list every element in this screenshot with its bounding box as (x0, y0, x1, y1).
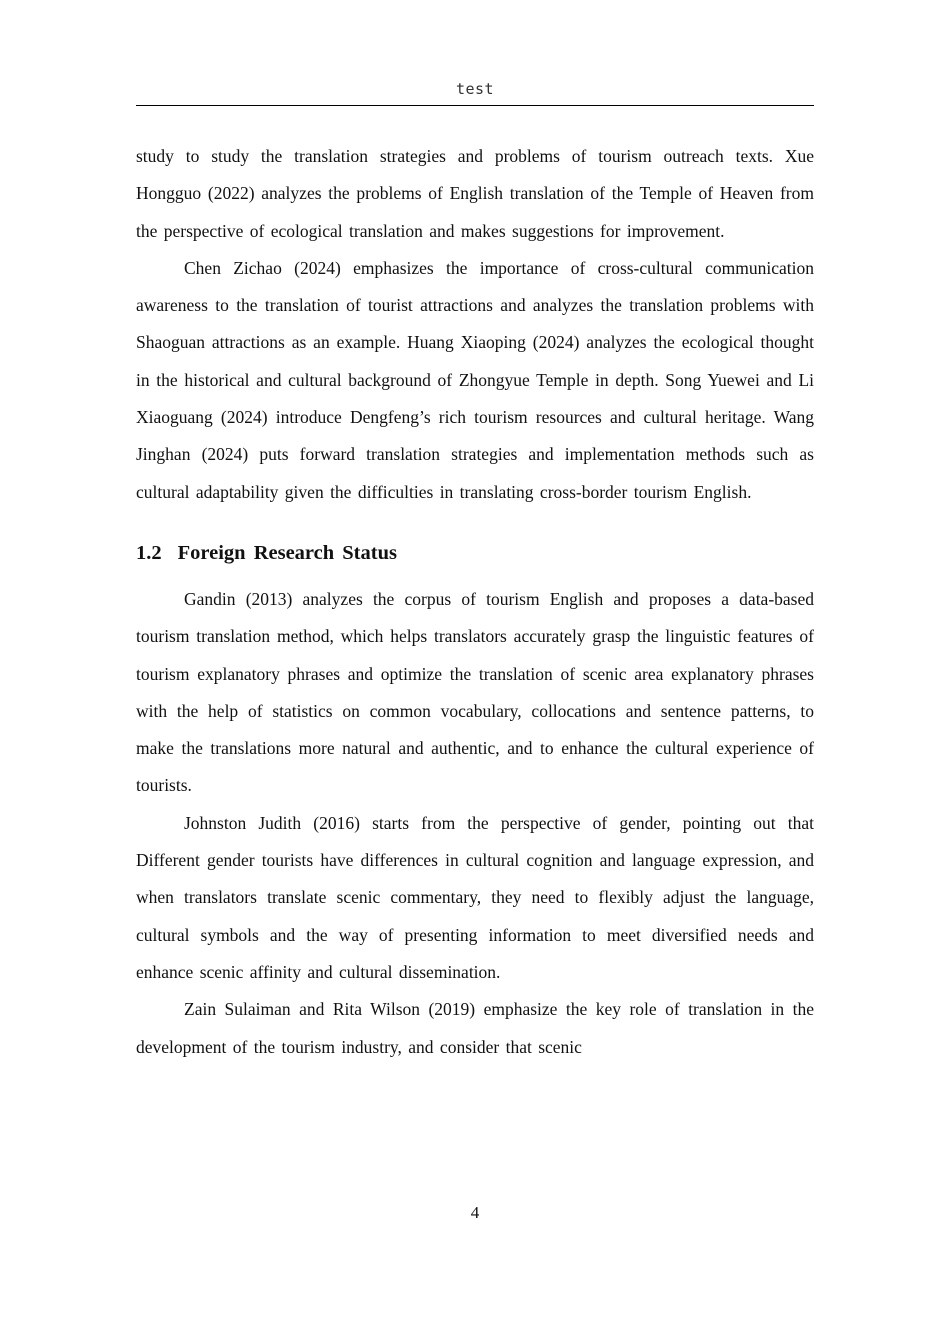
header-rule (136, 105, 814, 106)
paragraph-zain-sulaiman: Zain Sulaiman and Rita Wilson (2019) emphasize the key role of translation in the development of the tourism industry, and consider that scenic (136, 999, 814, 1057)
paragraph-continued: study to study the translation strategies and problems of tourism outreach texts. Xue Hongguo (2022) analyzes the problems of English translation of the Temple of Heaven from the perspective of ecological translation and makes suggestions for improvement. (136, 146, 814, 241)
page-number: 4 (470, 1203, 480, 1222)
page-body (136, 138, 814, 1066)
paragraph-chen-zichao: Chen Zichao (2024) emphasizes the importance of cross-cultural communication awareness to the translation of tourist attractions and analyzes the translation problems with Shaoguan attractions as an example. Huang Xiaoping (2024) analyzes the ecological thought in the historical and cultural background of Zhongyue Temple in depth. Song Yuewei and Li Xiaoguang (2024) introduce Dengfeng’s rich tourism resources and cultural heritage. Wang Jinghan (2024) puts forward translation strategies and implementation methods such as cultural adaptability given the difficulties in translating cross-border tourism English. (136, 257, 814, 502)
section-title: Foreign Research Status (177, 541, 397, 564)
section-number: 1.2 (136, 541, 162, 564)
paragraph-johnston: Johnston Judith (2016) starts from the perspective of gender, pointing out that Different gender tourists have differences in cultural cognition and language expression, and when translators translate scenic commentary, they need to flexibly adjust the language, cultural symbols and the way of presenting information to meet diversified needs and enhance scenic affinity and cultural dissemination. (136, 812, 814, 982)
paragraph-gandin: Gandin (2013) analyzes the corpus of tourism English and proposes a data-based tourism translation method, which helps translators accurately grasp the linguistic features of tourism explanatory phrases and optimize the translation of scenic area explanatory phrases with the help of statistics on common vocabulary, collocations and sentence patterns, to make the translations more natural and authentic, and to enhance the cultural experience of tourists. (136, 588, 814, 796)
running-header: test (455, 80, 495, 98)
section-heading (136, 537, 814, 569)
